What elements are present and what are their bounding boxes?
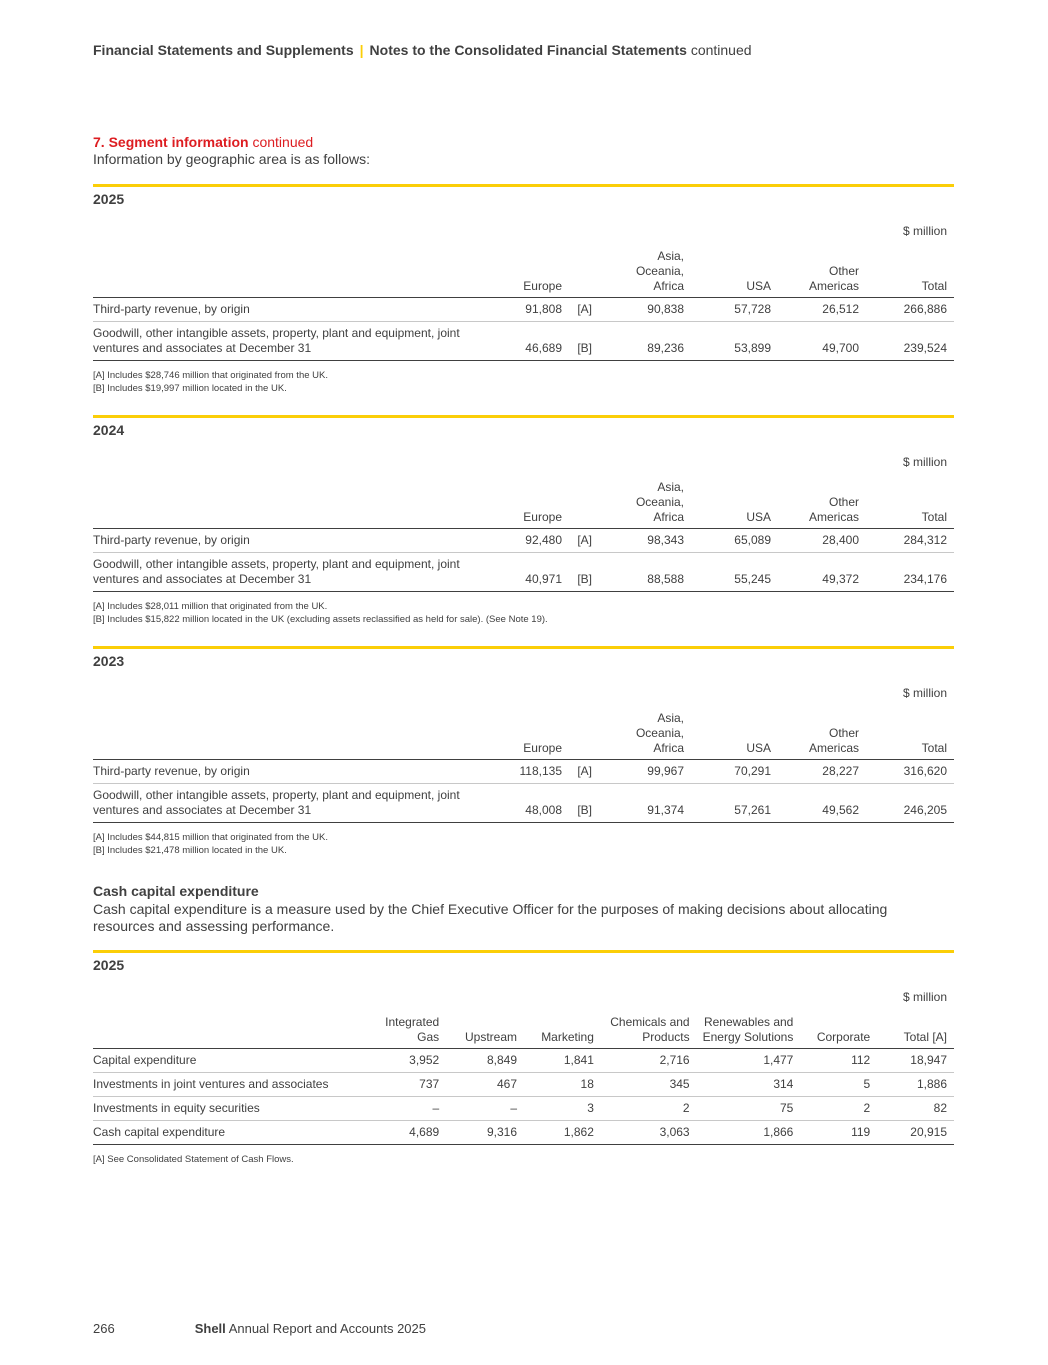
footnote-text: [A] Includes $28,746 million that originated from the UK. [93, 370, 328, 381]
geographic-tables [93, 184, 954, 865]
column-header: USA [691, 239, 778, 298]
cell-value: 49,372 [778, 553, 866, 592]
geo-table-2024 [93, 438, 954, 592]
row-label: Goodwill, other intangible assets, property, plant and equipment, joint ventures and associates at December 31 [93, 553, 495, 592]
cell-value: 28,227 [778, 760, 866, 784]
row-label-header [93, 701, 495, 760]
cell-value: 82 [877, 1097, 954, 1121]
column-header-row [93, 1005, 954, 1049]
row-label-header [93, 1005, 376, 1049]
cell-value: 91,374 [599, 784, 691, 823]
cell-number: 48,008 [525, 803, 562, 817]
footnote-text: [A] See Consolidated Statement of Cash Flows. [93, 1154, 294, 1165]
row-label-header [93, 470, 495, 529]
cell-value: 2,716 [601, 1049, 697, 1073]
cell-value: 28,400 [778, 529, 866, 553]
cell-value: 119 [800, 1121, 877, 1145]
cell-value: 70,291 [691, 760, 778, 784]
column-header: Asia, Oceania, Africa [599, 470, 691, 529]
table-row [93, 760, 954, 784]
row-label: Cash capital expenditure [93, 1121, 376, 1145]
column-header: Total [866, 701, 954, 760]
footnote-text: [A] Includes $28,011 million that originated from the UK. [93, 601, 328, 612]
unit-row [93, 669, 954, 701]
cell-value: 3 [524, 1097, 601, 1121]
header-subsection: Notes to the Consolidated Financial Statements [369, 42, 687, 58]
cell-value: 1,886 [877, 1073, 954, 1097]
section-intro: Information by geographic area is as follows: [93, 151, 371, 167]
cell-number: 92,480 [525, 533, 562, 547]
year-rule [93, 950, 954, 953]
table-row [93, 529, 954, 553]
cell-value: 26,512 [778, 298, 866, 322]
footnote-text: [B] Includes $15,822 million located in the UK (excluding assets reclassified as held for sale). (See Note 19). [93, 613, 548, 625]
column-header-row [93, 470, 954, 529]
table-year: 2025 [93, 191, 125, 207]
footnote-marker: [A] [577, 533, 592, 547]
footnote-marker: [B] [577, 341, 592, 355]
cell-value: 89,236 [599, 322, 691, 361]
footnote-text: [B] Includes $21,478 million located in the UK. [93, 844, 287, 856]
cell-value: 3,952 [376, 1049, 446, 1073]
cell-value: 57,728 [691, 298, 778, 322]
row-label: Goodwill, other intangible assets, property, plant and equipment, joint ventures and associates at December 31 [93, 322, 495, 361]
column-header: Other Americas [778, 239, 866, 298]
cell-value: 65,089 [691, 529, 778, 553]
capex-title: Cash capital expenditure [93, 883, 259, 899]
cell-value: 20,915 [877, 1121, 954, 1145]
footnote-marker: [A] [577, 302, 592, 316]
column-header: Total [866, 239, 954, 298]
cell-value: 75 [697, 1097, 801, 1121]
column-header: Renewables and Energy Solutions [697, 1005, 801, 1049]
capex-year: 2025 [93, 957, 125, 973]
cell-value: 239,524 [866, 322, 954, 361]
column-header: Other Americas [778, 701, 866, 760]
cell-value [495, 760, 599, 784]
capex-description: Cash capital expenditure is a measure used by the Chief Executive Officer for the purposes of making decisions about allocating resources and assessing performance. [93, 901, 888, 934]
table-row [93, 1049, 954, 1073]
footnote-text: [A] Includes $44,815 million that originated from the UK. [93, 832, 328, 843]
cell-value [495, 298, 599, 322]
cell-value: 1,866 [697, 1121, 801, 1145]
year-rule [93, 184, 954, 187]
page-content [93, 134, 954, 1167]
column-header: Asia, Oceania, Africa [599, 239, 691, 298]
row-label-header [93, 239, 495, 298]
header-section: Financial Statements and Supplements [93, 42, 354, 58]
cell-value: 266,886 [866, 298, 954, 322]
footnote-marker: [A] [577, 764, 592, 778]
cell-value: 345 [601, 1073, 697, 1097]
cell-value: 18 [524, 1073, 601, 1097]
unit-row [93, 207, 954, 239]
table-year: 2024 [93, 422, 125, 438]
row-label: Third-party revenue, by origin [93, 760, 495, 784]
cell-value: 99,967 [599, 760, 691, 784]
column-header: Total [866, 470, 954, 529]
header-separator: | [359, 42, 364, 58]
cell-value: 246,205 [866, 784, 954, 823]
footer-brand: Shell [194, 1321, 226, 1336]
unit-label: $ million [902, 455, 947, 469]
cell-value [495, 784, 599, 823]
table-footnotes [93, 601, 954, 626]
column-header: Integrated Gas [376, 1005, 446, 1049]
cell-value: 737 [376, 1073, 446, 1097]
cell-value [495, 529, 599, 553]
spacer [93, 857, 954, 865]
column-header: Other Americas [778, 470, 866, 529]
header-continued: continued [690, 42, 752, 58]
section-title-continued: continued [252, 134, 314, 150]
capex-table [93, 973, 954, 1145]
column-header-row [93, 239, 954, 298]
row-label: Third-party revenue, by origin [93, 529, 495, 553]
row-label: Third-party revenue, by origin [93, 298, 495, 322]
column-header: Europe [495, 239, 599, 298]
cell-value: 316,620 [866, 760, 954, 784]
geo-table-2025 [93, 207, 954, 361]
cell-value: 53,899 [691, 322, 778, 361]
table-footnotes [93, 370, 954, 395]
column-header: USA [691, 470, 778, 529]
column-header: Chemicals and Products [601, 1005, 697, 1049]
table-row [93, 1097, 954, 1121]
cell-value: 234,176 [866, 553, 954, 592]
page-number: 266 [93, 1321, 115, 1336]
unit-label: $ million [902, 686, 947, 700]
column-header: Europe [495, 701, 599, 760]
cell-value: 57,261 [691, 784, 778, 823]
row-label: Investments in joint ventures and associates [93, 1073, 376, 1097]
table-row [93, 784, 954, 823]
cell-value: 4,689 [376, 1121, 446, 1145]
table-footnotes [93, 832, 954, 857]
cell-value: 88,588 [599, 553, 691, 592]
cell-value: 5 [800, 1073, 877, 1097]
section-title [93, 134, 954, 150]
cell-value: 1,477 [697, 1049, 801, 1073]
cell-value: 467 [446, 1073, 524, 1097]
column-header: Marketing [524, 1005, 601, 1049]
footnote-marker: [B] [577, 572, 592, 586]
spacer [93, 395, 954, 403]
cell-value: 55,245 [691, 553, 778, 592]
table-row [93, 322, 954, 361]
footnote-text: [B] Includes $19,997 million located in the UK. [93, 382, 287, 394]
year-rule [93, 646, 954, 649]
footnote-marker: [B] [577, 803, 592, 817]
page-footer [93, 1321, 426, 1336]
column-header: Total [A] [877, 1005, 954, 1049]
cell-number: 46,689 [525, 341, 562, 355]
row-label: Investments in equity securities [93, 1097, 376, 1121]
table-row [93, 553, 954, 592]
section-title-text: 7. Segment information [93, 134, 249, 150]
cell-value: – [376, 1097, 446, 1121]
cell-value: 2 [601, 1097, 697, 1121]
cell-value: 2 [800, 1097, 877, 1121]
cell-value: 49,562 [778, 784, 866, 823]
cell-value: 18,947 [877, 1049, 954, 1073]
cell-value: 1,862 [524, 1121, 601, 1145]
footer-report-title: Annual Report and Accounts 2025 [228, 1321, 426, 1336]
cell-value [495, 322, 599, 361]
unit-label: $ million [902, 990, 947, 1004]
table-row [93, 298, 954, 322]
geo-table-2023 [93, 669, 954, 823]
cell-value: 9,316 [446, 1121, 524, 1145]
unit-row [93, 973, 954, 1005]
column-header: Upstream [446, 1005, 524, 1049]
cell-value: 98,343 [599, 529, 691, 553]
row-label: Goodwill, other intangible assets, property, plant and equipment, joint ventures and associates at December 31 [93, 784, 495, 823]
cell-number: 91,808 [525, 302, 562, 316]
spacer [93, 626, 954, 634]
column-header: USA [691, 701, 778, 760]
cell-value: 49,700 [778, 322, 866, 361]
cell-value: 90,838 [599, 298, 691, 322]
cell-value: 1,841 [524, 1049, 601, 1073]
table-row [93, 1121, 954, 1145]
column-header-row [93, 701, 954, 760]
cell-value: – [446, 1097, 524, 1121]
table-year: 2023 [93, 653, 125, 669]
cell-value: 3,063 [601, 1121, 697, 1145]
cell-number: 118,135 [519, 764, 562, 778]
year-rule [93, 415, 954, 418]
cell-value: 8,849 [446, 1049, 524, 1073]
cell-value: 284,312 [866, 529, 954, 553]
unit-label: $ million [902, 224, 947, 238]
row-label: Capital expenditure [93, 1049, 376, 1073]
cell-value: 112 [800, 1049, 877, 1073]
cell-value: 314 [697, 1073, 801, 1097]
cell-number: 40,971 [525, 572, 562, 586]
column-header: Europe [495, 470, 599, 529]
column-header: Corporate [800, 1005, 877, 1049]
unit-row [93, 438, 954, 470]
column-header: Asia, Oceania, Africa [599, 701, 691, 760]
capex-notes [93, 1154, 954, 1167]
cell-value [495, 553, 599, 592]
table-row [93, 1073, 954, 1097]
running-header [93, 42, 752, 58]
